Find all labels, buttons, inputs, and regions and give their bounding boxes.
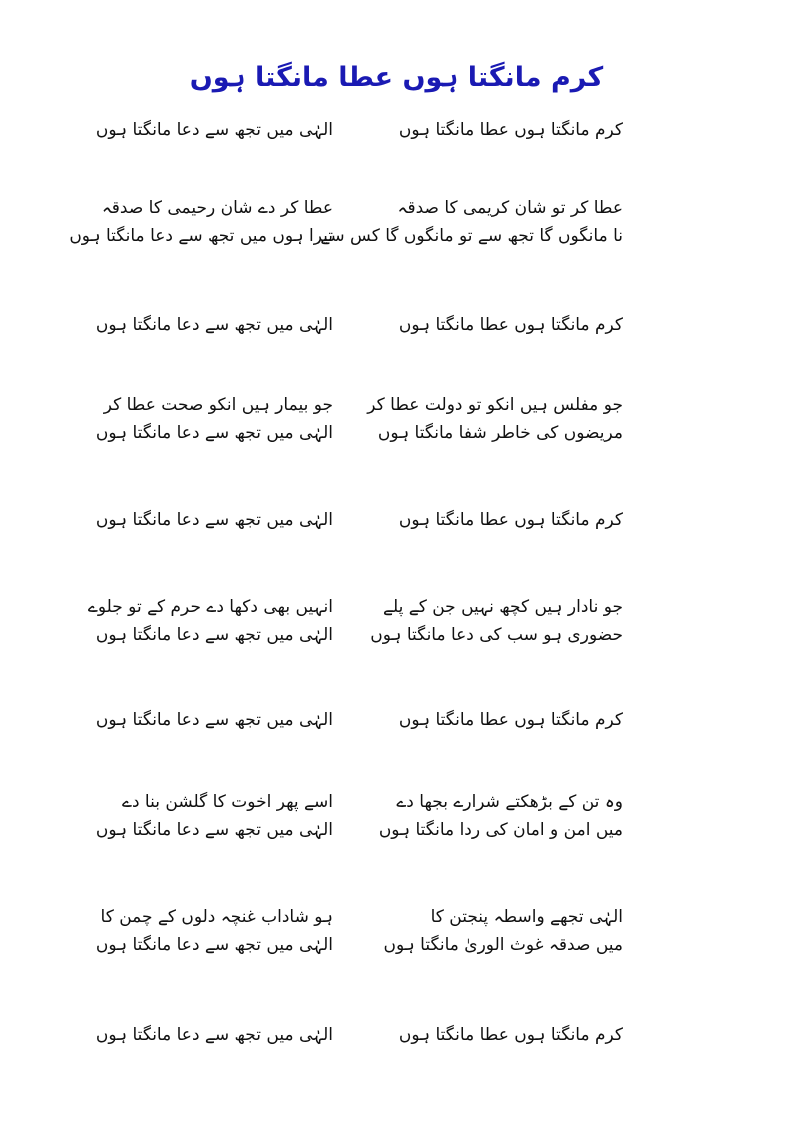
stanza: [0, 787, 793, 843]
verse-second-hemistich: الہٰی میں تجھ سے دعا مانگتا ہوں: [95, 510, 333, 530]
verse-first-hemistich: عطا کر تو شان کریمی کا صدقہ: [397, 198, 623, 218]
verse-second-hemistich: الہٰی میں تجھ سے دعا مانگتا ہوں: [95, 423, 333, 443]
verse-line: [0, 310, 793, 338]
verse-first-hemistich: کرم مانگتا ہوں عطا مانگتا ہوں: [398, 710, 623, 730]
verse-first-hemistich: الہٰی تجھے واسطہ پنجتن کا: [430, 907, 623, 927]
verse-second-hemistich: الہٰی میں تجھ سے دعا مانگتا ہوں: [95, 120, 333, 140]
verse-first-hemistich: میں صدقہ غوث الوریٰ مانگتا ہوں: [383, 935, 623, 955]
verse-first-hemistich: کرم مانگتا ہوں عطا مانگتا ہوں: [398, 120, 623, 140]
verse-second-hemistich: ہو شاداب غنچہ دلوں کے چمن کا: [100, 907, 333, 927]
verse-first-hemistich: جو مفلس ہیں انکو تو دولت عطا کر: [367, 395, 623, 415]
verse-line: [0, 1020, 793, 1048]
stanza: [0, 705, 793, 733]
verse-line: [0, 930, 793, 958]
verse-first-hemistich: کرم مانگتا ہوں عطا مانگتا ہوں: [398, 510, 623, 530]
verse-line: [0, 787, 793, 815]
verse-line: [0, 620, 793, 648]
verse-second-hemistich: عطا کر دے شان رحیمی کا صدقہ: [101, 198, 333, 218]
verse-first-hemistich: حضوری ہو سب کی دعا مانگتا ہوں: [370, 625, 623, 645]
stanza: [0, 902, 793, 958]
verse-second-hemistich: الہٰی میں تجھ سے دعا مانگتا ہوں: [95, 1025, 333, 1045]
verse-second-hemistich: الہٰی میں تجھ سے دعا مانگتا ہوں: [95, 820, 333, 840]
verse-line: [0, 221, 793, 249]
verse-second-hemistich: الہٰی میں تجھ سے دعا مانگتا ہوں: [95, 710, 333, 730]
verse-first-hemistich: کرم مانگتا ہوں عطا مانگتا ہوں: [398, 315, 623, 335]
stanza: [0, 310, 793, 338]
verse-line: [0, 390, 793, 418]
verse-line: [0, 115, 793, 143]
verse-second-hemistich: اسے پھر اخوت کا گلشن بنا دے: [122, 792, 333, 812]
page-title: کرم مانگتا ہوں عطا مانگتا ہوں: [189, 62, 604, 93]
verse-second-hemistich: جو بیمار ہیں انکو صحت عطا کر: [103, 395, 333, 415]
stanza: [0, 592, 793, 648]
verse-line: [0, 902, 793, 930]
verse-second-hemistich: انہیں بھی دکھا دے حرم کے تو جلوے: [87, 597, 333, 617]
verse-second-hemistich: تیرا ہوں میں تجھ سے دعا مانگتا ہوں: [69, 226, 333, 246]
stanza: [0, 505, 793, 533]
verse-first-hemistich: میں امن و امان کی ردا مانگتا ہوں: [378, 820, 623, 840]
verse-first-hemistich: کرم مانگتا ہوں عطا مانگتا ہوں: [398, 1025, 623, 1045]
verse-line: [0, 418, 793, 446]
verse-second-hemistich: الہٰی میں تجھ سے دعا مانگتا ہوں: [95, 935, 333, 955]
verse-first-hemistich: جو نادار ہیں کچھ نہیں جن کے پلے: [383, 597, 623, 617]
verse-line: [0, 505, 793, 533]
verse-line: [0, 193, 793, 221]
verse-line: [0, 815, 793, 843]
stanza: [0, 193, 793, 249]
verse-second-hemistich: الہٰی میں تجھ سے دعا مانگتا ہوں: [95, 625, 333, 645]
verse-second-hemistich: الہٰی میں تجھ سے دعا مانگتا ہوں: [95, 315, 333, 335]
verse-first-hemistich: مریضوں کی خاطر شفا مانگتا ہوں: [377, 423, 623, 443]
stanza: [0, 115, 793, 143]
verse-first-hemistich: وہ تن کے بڑھکتے شرارے بجھا دے: [396, 792, 623, 812]
verse-line: [0, 705, 793, 733]
verse-line: [0, 592, 793, 620]
verse-first-hemistich: نا مانگوں گا تجھ سے تو مانگوں گا کس سے: [320, 226, 623, 246]
stanza: [0, 390, 793, 446]
stanza: [0, 1020, 793, 1048]
